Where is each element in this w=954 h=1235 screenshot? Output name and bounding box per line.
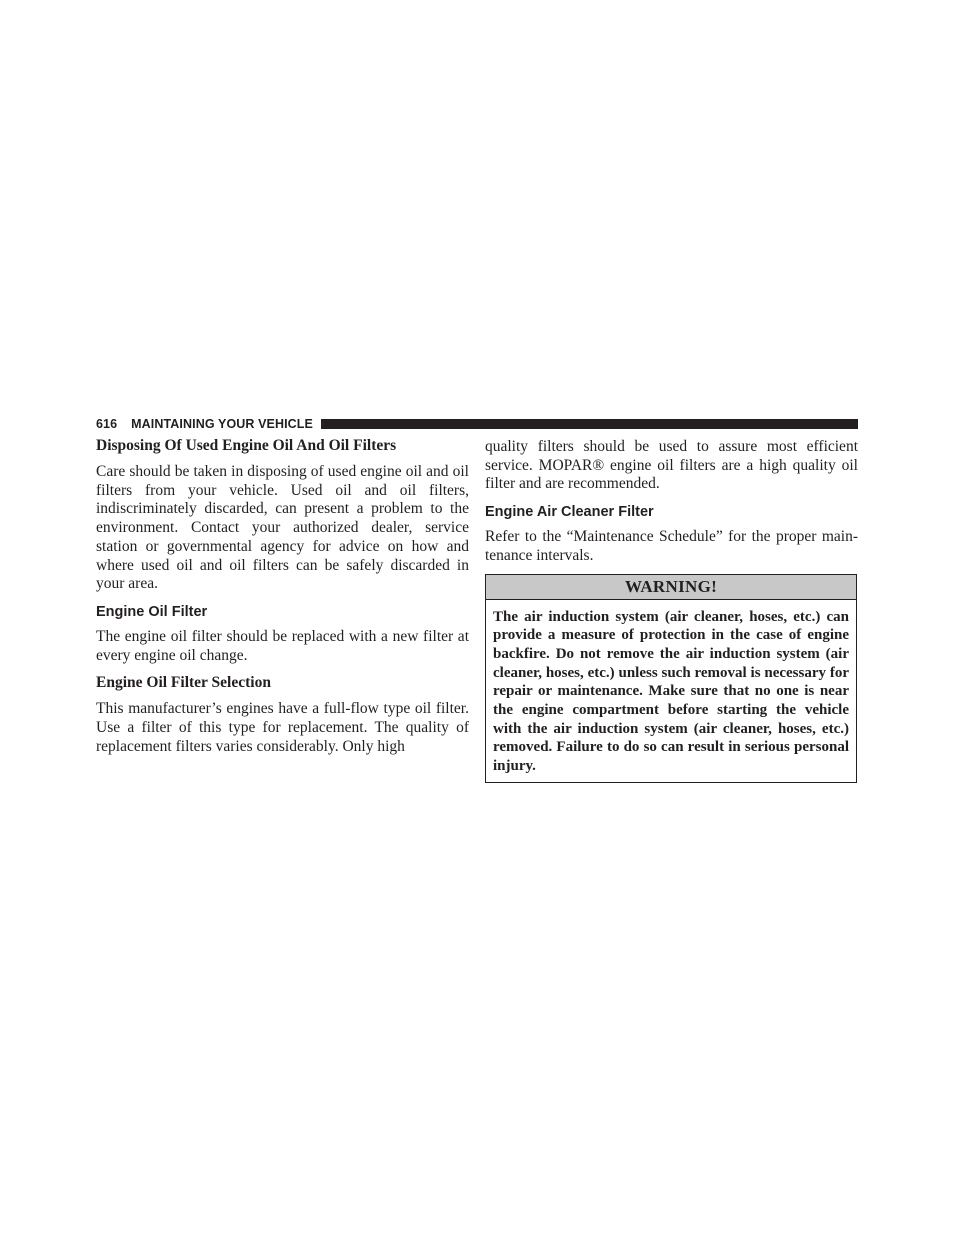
section-title: MAINTAINING YOUR VEHICLE [131, 417, 313, 431]
selection-continued-paragraph: quality filters should be used to assure most efficient service. MOPAR® engine oil filters are a high quality oil filter and are recommended. [485, 438, 858, 493]
air-cleaner-paragraph: Refer to the “Maintenance Schedule” for the proper main-tenance intervals. [485, 528, 858, 564]
page-number: 616 [96, 417, 118, 431]
disposing-heading: Disposing Of Used Engine Oil And Oil Filters [96, 437, 397, 454]
warning-text: The air induction system (air cleaner, hoses, etc.) can provide a measure of protection in the case of engine backfire. Do not remove the air induction system (air cleaner, hoses, etc.) unless such removal is necessary for repair or maintenance. Make sure that no one is near the engine compartment before starting the vehicle with the air induction system (air cleaner, hoses, etc.) removed. Failure to do so can result in serious personal injury. [493, 608, 849, 775]
air-cleaner-heading: Engine Air Cleaner Filter [485, 504, 654, 521]
disposing-paragraph: Care should be taken in disposing of used engine oil and oil filters from your vehicle. Used oil and oil filters, indiscriminately discarded, can present a problem to the environment. Contact your authorized dealer, service station or governmental agency for advice on how and where used oil and oil filters can be safely discarded in your area. [96, 463, 469, 593]
left-column [96, 436, 469, 764]
page-header [96, 416, 858, 432]
warning-box [485, 574, 857, 783]
warning-title: WARNING! [486, 575, 856, 600]
selection-heading: Engine Oil Filter Selection [96, 674, 271, 692]
right-column [485, 436, 858, 783]
oil-filter-paragraph: The engine oil filter should be replaced with a new filter at every engine oil change. [96, 627, 469, 664]
selection-paragraph: This manufacturer’s engines have a full-flow type oil filter. Use a filter of this type for replacement. The quality of replacement filters varies considerably. Only high [96, 700, 469, 755]
oil-filter-heading: Engine Oil Filter [96, 603, 208, 620]
header-rule [321, 419, 858, 429]
